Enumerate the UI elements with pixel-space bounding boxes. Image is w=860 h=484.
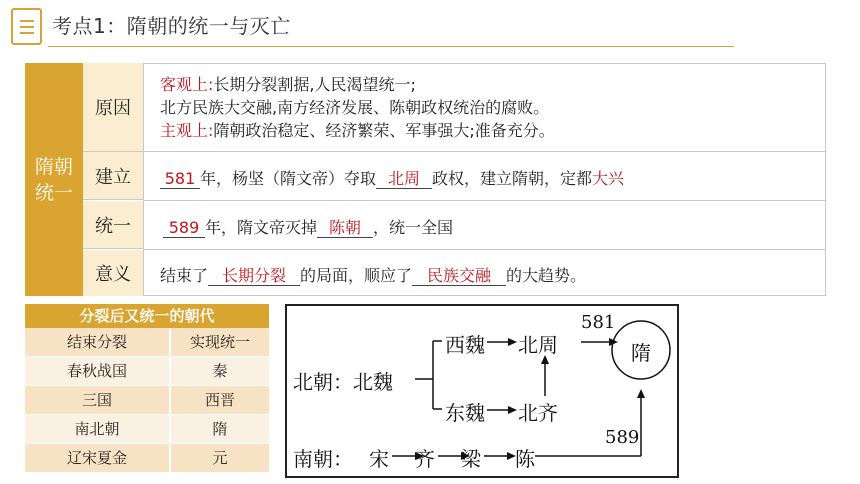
meaning-content bbox=[160, 263, 586, 286]
blank-long-division: 长期分裂 bbox=[208, 267, 300, 286]
column-divider bbox=[143, 63, 144, 296]
table-row bbox=[25, 415, 269, 444]
table-cell: 隋 bbox=[212, 420, 228, 438]
year-581: 581 bbox=[581, 312, 616, 333]
north-label: 北朝：北魏 bbox=[293, 370, 393, 394]
dynasty-table-title: 分裂后又统一的朝代 bbox=[25, 304, 269, 328]
found-text2: 政权，建立隋朝，定都 bbox=[432, 169, 593, 188]
sui-circle-label: 隋 bbox=[631, 341, 651, 365]
song: 宋 bbox=[369, 447, 389, 471]
row-divider bbox=[143, 151, 826, 152]
meaning-text3: 的大趋势。 bbox=[506, 266, 587, 285]
year-589: 589 bbox=[605, 427, 640, 448]
subjective-prefix: 主观上: bbox=[160, 121, 214, 140]
north-zhou: 北周 bbox=[518, 333, 558, 357]
meaning-text1: 结束了 bbox=[160, 266, 209, 285]
row-label-unify: 统一 bbox=[83, 201, 143, 249]
row-divider bbox=[143, 200, 826, 201]
west-wei: 西魏 bbox=[445, 333, 485, 357]
unify-content bbox=[163, 215, 453, 238]
south-label: 南朝： bbox=[293, 447, 353, 471]
table-row bbox=[25, 357, 269, 386]
reason-content bbox=[160, 73, 555, 142]
objective-line2: 北方民族大交融,南方经济发展、陈朝政权统治的腐败。 bbox=[160, 98, 550, 117]
table-cell: 西晋 bbox=[204, 391, 235, 409]
east-wei: 东魏 bbox=[445, 401, 485, 425]
title-underline bbox=[48, 46, 734, 47]
dynasty-diagram bbox=[285, 304, 679, 478]
blank-589: 589 bbox=[163, 219, 205, 238]
dynasty-table bbox=[25, 304, 269, 473]
found-content bbox=[160, 166, 624, 189]
blank-chen: 陈朝 bbox=[317, 219, 373, 238]
page-title: 考点1：隋朝的统一与灭亡 bbox=[52, 14, 291, 38]
qi: 齐 bbox=[415, 447, 435, 471]
row-label-reason: 原因 bbox=[83, 63, 143, 152]
row-divider bbox=[143, 249, 826, 250]
table-cell: 元 bbox=[212, 449, 228, 467]
table-row bbox=[25, 444, 269, 473]
header-cell: 结束分裂 bbox=[25, 328, 171, 356]
objective-line1: 长期分裂割据,人民渴望统一; bbox=[213, 75, 416, 94]
side-label bbox=[25, 63, 83, 296]
side-label-text: 隋朝统一 bbox=[34, 155, 73, 204]
subjective-text: 隋朝政治稳定、经济繁荣、军事强大;准备充分。 bbox=[213, 121, 555, 140]
found-text1: 年，杨坚（隋文帝）夺取 bbox=[200, 169, 377, 188]
table-row bbox=[25, 386, 269, 415]
header-cell: 实现统一 bbox=[189, 333, 250, 351]
objective-prefix: 客观上: bbox=[160, 75, 214, 94]
unify-text2: ，统一全国 bbox=[373, 218, 454, 237]
table-cell: 春秋战国 bbox=[25, 357, 171, 385]
north-qi: 北齐 bbox=[518, 401, 558, 425]
table-cell: 秦 bbox=[212, 362, 228, 380]
table-cell: 三国 bbox=[25, 386, 171, 414]
table-cell: 辽宋夏金 bbox=[25, 444, 171, 472]
blank-ethnic-fusion: 民族交融 bbox=[412, 267, 506, 286]
menu-icon bbox=[11, 8, 42, 45]
dynasty-table-header bbox=[25, 328, 269, 357]
unify-text1: 年，隋文帝灭掉 bbox=[205, 218, 318, 237]
chen: 陈 bbox=[515, 447, 535, 471]
blank-581: 581 bbox=[160, 170, 200, 189]
table-cell: 南北朝 bbox=[25, 415, 171, 443]
liang: 梁 bbox=[461, 447, 481, 471]
capital-daxing: 大兴 bbox=[592, 169, 625, 188]
row-label-found: 建立 bbox=[83, 152, 143, 200]
row-label-meaning: 意义 bbox=[83, 250, 143, 296]
blank-north-zhou: 北周 bbox=[376, 170, 432, 189]
meaning-text2: 的局面，顺应了 bbox=[300, 266, 413, 285]
